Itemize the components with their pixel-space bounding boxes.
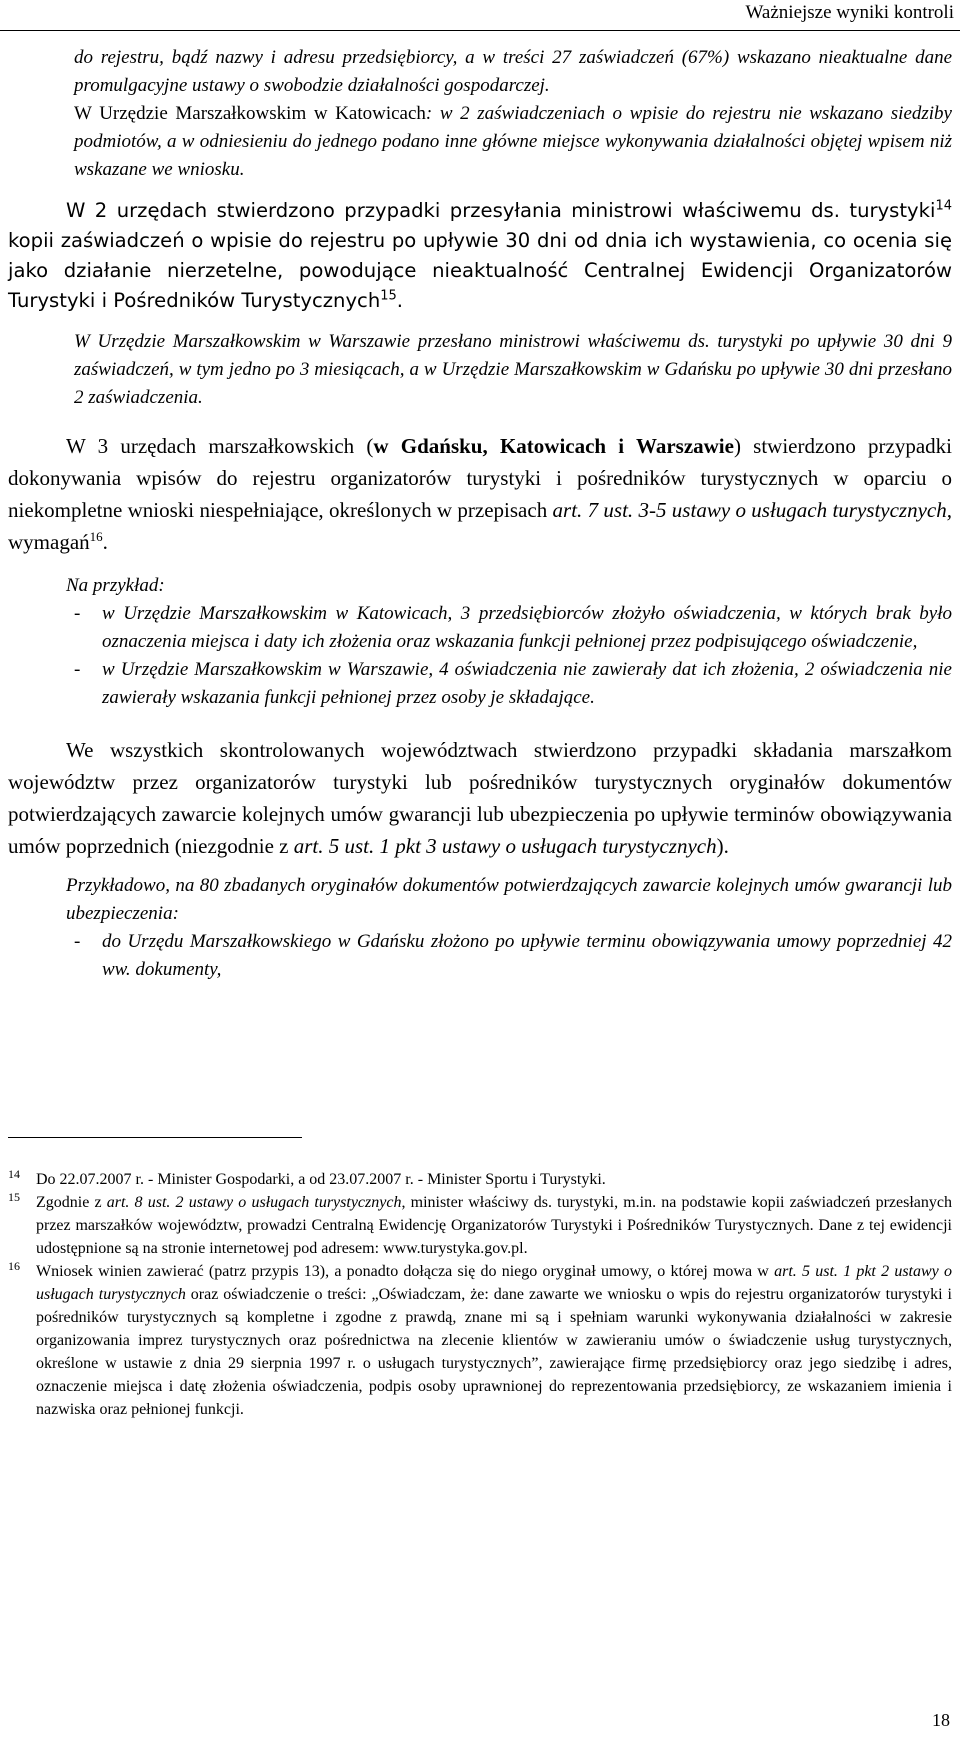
p7-item-office: Urzędu Marszałkowskiego w Gdańsku <box>127 931 425 952</box>
p5-item2-pre: w <box>102 659 121 680</box>
paragraph-3 <box>8 328 952 412</box>
footnote-15-text-2: , minister właściwy ds. turystyki, m.in. na podstawie kopii zaświadczeń przesłanych przez marszałków województw, prowadzi Centralną Ewidencję Organizatorów Turystyki i Pośredników Turystycznych. Dane z tej ewidencji udostępnione są na stronie internetowej pod adresem: www.turystyka.gov.pl. <box>36 1194 953 1257</box>
p1-office-katowice: W Urzędzie Marszałkowskim w Katowicach <box>74 103 426 124</box>
footnote-ref-16: 16 <box>89 529 103 544</box>
footnotes <box>8 1168 952 1421</box>
p7-item-text: złożono po upływie terminu obowiązywania umowy poprzedniej 42 ww. dokumenty, <box>102 931 952 980</box>
footnote-number: 14 <box>8 1167 20 1181</box>
p3-office-warszawa: W Urzędzie Marszałkowskim w Warszawie <box>74 331 411 352</box>
page-content <box>8 44 952 984</box>
footnote-15-legal-ref: art. 8 ust. 2 ustawy o usługach turystycznych <box>106 1194 402 1211</box>
list-item <box>8 928 952 984</box>
footnote-separator <box>8 1137 302 1138</box>
list-dash: - <box>74 931 81 952</box>
p4-text-2: ) stwierdzono przypadki dokonywania wpisów do rejestru organizatorów turystyki i pośredników turystycznych w oparciu o niekompletne wnioski niespełniające, określonych w przepisach <box>8 434 953 522</box>
footnote-16 <box>8 1260 952 1421</box>
paragraph-2 <box>8 196 952 316</box>
p3-text-2: po upływie 30 dni przesłano 2 zaświadczenia. <box>74 359 952 408</box>
footnote-ref-15: 15 <box>380 288 397 304</box>
footnote-16-text-2: oraz oświadczenie o treści: „Oświadczam, że: dane zawarte we wniosku o wpis do rejestru organizatorów turystyki i pośredników turystycznych są kompletne i zgodne z prawdą, znane mi są i spełniam warunki wykonywania działalności w zakresie organizowania imprez turystycznych oraz pośrednictwa na zlecenie klientów w zawieraniu umów o świadczenie usług turystycznych, określone w ustawie z dnia 29 sierpnia 1997 r. o usługach turystycznych”, zawierające firmę przedsiębiorcy oraz jego siedzibę i adres, oznaczenie miejsca i datę złożenia oświadczenia, podpis osoby uprawnionej do reprezentowania przedsiębiorcy, ze wskazaniem imienia i nazwiska oraz pełnionej funkcji. <box>36 1286 952 1418</box>
p7-intro: Przykładowo, na 80 zbadanych oryginałów dokumentów potwierdzających zawarcie kolejnych umów gwarancji lub ubezpieczenia: <box>66 875 952 924</box>
p3-office-gdansk: Urzędzie Marszałkowskim w Gdańsku <box>441 359 732 380</box>
footnote-14-text: Do 22.07.2007 r. - Minister Gospodarki, a od 23.07.2007 r. - Minister Sportu i Turystyki. <box>36 1171 606 1188</box>
footnote-ref-14: 14 <box>935 198 952 214</box>
paragraph-4 <box>8 430 952 558</box>
footnote-number: 16 <box>8 1259 20 1273</box>
footnote-14 <box>8 1168 952 1191</box>
p5-item2-office: Urzędzie Marszałkowskim w Warszawie <box>120 659 429 680</box>
p4-offices: w Gdańsku, Katowicach i Warszawie <box>373 434 734 458</box>
p5-item1-office: Urzędzie Marszałkowskim w Katowicach <box>123 603 448 624</box>
p5-intro: Na przykład: <box>66 575 165 596</box>
paragraph-5 <box>8 572 952 712</box>
footnote-16-legal-ref: art. 5 ust. 1 pkt 2 ustawy o usługach turystycznych <box>36 1263 952 1303</box>
p2-text-2: kopii zaświadczeń o wpisie do rejestru po upływie 30 dni od dnia ich wystawienia, co ocenia się jako działanie nierzetelne, powodujące nieaktualność Centralnej Ewidencji Organizatorów Turystyki i Pośredników Turystycznych <box>8 229 952 312</box>
p3-text-1: przesłano ministrowi właściwemu ds. turystyki po upływie 30 dni 9 zaświadczeń, w tym jedno po 3 miesiącach, a w <box>74 331 952 380</box>
p5-item1-pre: w <box>102 603 124 624</box>
p4-text-3: wymagań <box>8 530 90 554</box>
p5-item2-text: , 4 oświadczenia nie zawierały dat ich złożenia, 2 oświadczenia nie zawierały wskazania funkcji pełnionej przez osoby je składające. <box>102 659 952 708</box>
footnote-16-text-1: Wniosek winien zawierać (patrz przypis 13), a ponadto dołącza się do niego oryginał umowy, o której mowa w <box>36 1263 775 1280</box>
p2-text-3: . <box>396 289 404 312</box>
p2-text-1: W 2 urzędach stwierdzono przypadki przesyłania ministrowi właściwemu ds. turystyki <box>66 199 936 222</box>
paragraph-6 <box>8 734 952 862</box>
p4-legal-ref: art. 7 ust. 3-5 ustawy o usługach turystycznych, <box>552 498 952 522</box>
paragraph-1 <box>8 44 952 184</box>
header-title: Ważniejsze wyniki kontroli <box>745 2 954 23</box>
p5-list <box>8 600 952 712</box>
p6-text-2: ). <box>716 834 729 858</box>
p4-text-4: . <box>102 530 108 554</box>
page-header <box>0 0 960 40</box>
p4-text-1: W 3 urzędach marszałkowskich ( <box>66 434 374 458</box>
p6-legal-ref: art. 5 ust. 1 pkt 3 ustawy o usługach turystycznych <box>293 834 717 858</box>
p7-list <box>8 928 952 984</box>
list-item <box>8 600 952 656</box>
list-dash: - <box>74 603 81 624</box>
footnote-number: 15 <box>8 1190 20 1204</box>
p1-text-2: : w 2 zaświadczeniach o wpisie do rejestru nie wskazano siedziby podmiotów, a w odniesieniu do jednego podano inne główne miejsce wykonywania działalności objętej wpisem niż wskazane we wniosku. <box>74 103 952 180</box>
list-item <box>8 656 952 712</box>
footnote-15 <box>8 1191 952 1260</box>
header-rule <box>0 30 960 31</box>
p7-item-pre: do <box>102 931 128 952</box>
paragraph-7 <box>8 872 952 984</box>
footnote-15-text-1: Zgodnie z <box>36 1194 107 1211</box>
p5-item1-text: , 3 przedsiębiorców złożyło oświadczenia, w których brak było oznaczenia miejsca i daty ich złożenia oraz wskazania funkcji pełnionej przez podpisującego oświadczenie, <box>102 603 952 652</box>
p6-text-1: We wszystkich skontrolowanych województwach stwierdzono przypadki składania marszałkom województw przez organizatorów turystyki lub pośredników turystycznych oryginałów dokumentów potwierdzających zawarcie kolejnych umów gwarancji lub ubezpieczenia po upływie terminów obowiązywania umów poprzednich (niezgodnie z <box>8 738 952 858</box>
page-number: 18 <box>932 1710 950 1730</box>
list-dash: - <box>74 659 81 680</box>
p1-text-1: do rejestru, bądź nazwy i adresu przedsiębiorcy, a w treści 27 zaświadczeń (67%) wskazano nieaktualne dane promulgacyjne ustawy o swobodzie działalności gospodarczej. <box>74 47 952 96</box>
